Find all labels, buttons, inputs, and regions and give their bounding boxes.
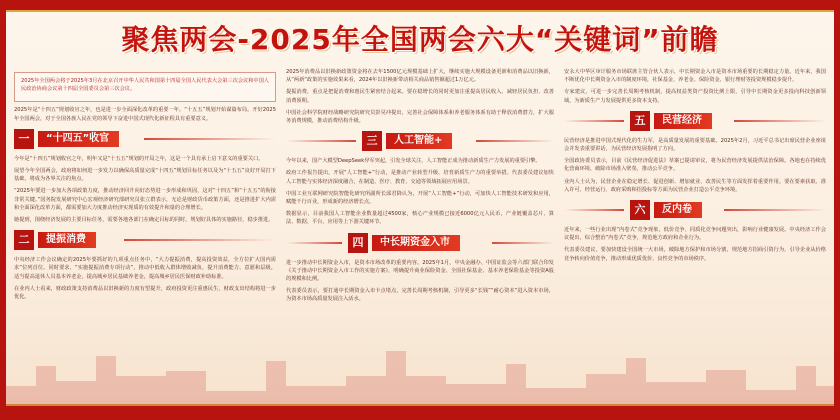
col2-paragraph-2: 提振消费，重点是把促消费和惠民生紧密结合起来。要在稳增长的同时更加注重提高居民收入、减轻居民负担、改善消费预期。	[286, 89, 554, 104]
col2-paragraph-6: 中国工业互联网研究院智能化研究所副所长邱君降认为，开展“人工智能+”行动，可加快人工智能技术研发和应用，赋能千行百业，形成新的经济增长点。	[286, 190, 554, 206]
section-4-number: 四	[348, 233, 368, 253]
section-4-rule-left	[286, 242, 342, 244]
intro-box	[14, 72, 276, 102]
section-4-label: 中长期资金入市	[372, 235, 460, 251]
section-6-rule-left	[564, 209, 624, 211]
page-title: 聚焦两会-2025年全国两会六大“关键词”前瞻	[121, 23, 719, 56]
column-middle	[286, 68, 554, 398]
section-3-number: 三	[362, 131, 382, 151]
section-5-rule-right	[734, 120, 826, 122]
col2-paragraph-5: 政府工作报告提出，开展“人工智能+”行动，是推动产业转型升级、培育新质生产力的重要举措。代表委员建议加快人工智能与实体经济深度融合，在制造、医疗、教育、交通等领域拓展应用场景。	[286, 170, 554, 185]
col3-paragraph-3: 民营经济是推进中国式现代化的生力军，是高质量发展的重要基础。2025年2月，习近平总书记出席民营企业座谈会并发表重要讲话，为民营经济发展指明了方向。	[564, 137, 826, 153]
frame-top	[0, 0, 840, 10]
section-3-rule-left	[286, 140, 356, 142]
col1-paragraph-2: 展望今年全国两会，政府将如何进一步发力以确保高质量完成“十四五”规划目标任务以及为“十五五”良好开局打下基础，将成为各界关注的焦点。	[14, 168, 276, 183]
section-6-label: 反内卷	[654, 202, 702, 218]
col3-paragraph-1: 安永大中华区审计服务市场联席主管合伙人表示，中长期资金入市是资本市场重要的长期稳定力量。近年来，我国不断优化中长期资金入市的制度环境，社保基金、养老金、保险资金、银行理财等投资规模稳步提升。	[564, 69, 826, 84]
section-1-rule	[144, 138, 276, 140]
section-6-number: 六	[630, 200, 650, 220]
frame-right	[834, 0, 840, 420]
section-3-head	[286, 131, 554, 151]
col3-paragraph-5: 业内人士认为，民营企业在稳定增长、促进创新、增加就业、改善民生等方面发挥着重要作用。要在要素获取、准入许可、经营运行、政府采购和招投标等方面为民营企业打造公平竞争环境。	[564, 178, 826, 193]
section-2-rule	[124, 239, 276, 241]
section-1-number: 一	[14, 129, 34, 149]
section-1-head	[14, 129, 276, 149]
section-2-label: 提振消费	[38, 232, 96, 248]
col2-paragraph-7: 数据显示，目前我国人工智能企业数量超过4500家，核心产业规模已接近6000亿元人民币，产业链覆盖芯片、算法、数据、平台、应用等上下游关键环节。	[286, 211, 554, 226]
section-5-rule-left	[564, 120, 624, 122]
col3-paragraph-2: 专家建议，可进一步完善长周期考核机制，提高权益类资产投资比例上限，引导中长期资金更多投向科技创新领域，为新质生产力发展提供更多资本支持。	[564, 89, 826, 104]
section-2-number: 二	[14, 230, 34, 250]
intro-highlight: 2025年全国两会将于2025年3月在北京召开中华人民共和国第十四届全国人民代表大会第三次会议和中国人民政治协商会议第十四届全国委员会第三次会议。	[21, 78, 269, 93]
frame-bottom	[0, 406, 840, 420]
section-4-head	[286, 233, 554, 253]
column-left	[14, 68, 276, 398]
col1-paragraph-1: 今年是“十四五”规划收官之年，明年又是“十五五”规划的开局之年，这是一个具有承上启下意义的重要关口。	[14, 155, 264, 162]
section-3-rule-right	[476, 140, 554, 142]
section-4-rule-right	[492, 242, 554, 244]
col1-paragraph-3: “2025年要进一步加大各项政策力度，推动经济回升向好态势进一步形成和巩固，这对“十四五”和“十五五”的衔接非常关键。”国务院发展研究中心宏观经济研究部研究员张立群表示，无论是财政货币政策方面，还是推进扩大内需和全面深化改革方面，都需要加大力度推动经济实现质的有效提升和量的合理增长。	[14, 188, 276, 211]
section-5-label: 民营经济	[654, 113, 712, 129]
col2-paragraph-1: 2025年消费品以旧换新政策资金将在去年1500亿元规模基础上扩大，继续实施大规模设备更新和消费品以旧换新，从“两新”政策的实施效果来看，2024年以旧换新带动相关商品销售额超过1万亿元。	[286, 69, 554, 84]
col3-paragraph-4: 全国政协委员表示，目前《民营经济促进法》草案已提请审议，将为民营经济发展提供法治保障。各地也在持续优化营商环境，破除市场准入壁垒，推动公平竞争。	[564, 158, 826, 173]
section-1-label: “十四五”收官	[38, 131, 119, 147]
col1-paragraph-6: 在业内人士看来，财政政策支持消费品以旧换新的力度有望提升，政府投资更注重惠民生，财政支出结构将进一步优化。	[14, 285, 276, 301]
col2-paragraph-3: 中国社会科学院财经战略研究院研究员彭昊冲提出，完善社会保障体系和养老服务体系有助于释放消费潜力，扩大服务消费规模，推动消费结构升级。	[286, 109, 554, 125]
section-6-head	[564, 200, 826, 220]
section-5-head	[564, 111, 826, 131]
intro-body: 2025年是“十四五”规划收官之年，也是进一步全面深化改革的重要一年。“十五五”规划开始谋篇布局。开好2025年全国两会，对于全国各族人民在党的领导下奋进中国式现代化新征程具有重要意义。	[14, 107, 276, 122]
col1-paragraph-5: 中央经济工作会议确定的2025年要抓好的九项重点任务中，“大力提振消费，提高投资效益，全方位扩大国内需求”位列首位。同时要求，“实施提振消费专项行动”，推动中低收入群体增收减负，提升消费能力、意愿和层级。适当提高退休人员基本养老金，提高城乡居民基础养老金，提高城乡居民医保财政补助标准。	[14, 257, 276, 280]
section-5-number: 五	[630, 111, 650, 131]
col2-paragraph-9: 代表委员表示，要打通中长期资金入市卡点堵点，完善长周期考核机制，引导更多“长钱”“耐心资本”进入资本市场，为资本市场高质量发展注入活水。	[286, 288, 554, 303]
column-right	[564, 68, 826, 398]
col2-paragraph-8: 进一步推动中长期资金入市，是资本市场改革的重要内容。2025年1月，中央金融办、中国证监会等六部门联合印发《关于推动中长期资金入市工作的实施方案》，明确提升商业保险资金、全国社保基金、基本养老保险基金等投资A股的规模和比例。	[286, 259, 554, 283]
col3-paragraph-7: 代表委员建议，要加快建设全国统一大市场，破除地方保护和市场分割，规范地方招商引资行为，引导企业从价格竞争转向价值竞争，推动形成优质优价、良性竞争的市场秩序。	[564, 247, 826, 262]
gold-line-top	[6, 10, 834, 12]
col3-paragraph-6: 近年来，一些行业出现“内卷式”竞争现象，低价竞争、同质化竞争问题突出，影响行业健康发展。中央经济工作会议提出，综合整治“内卷式”竞争，规范地方政府和企业行为。	[564, 227, 826, 242]
col2-paragraph-4: 今年以来，国产大模型DeepSeek异军突起，引发全球关注，人工智能正成为推动新质生产力发展的重要引擎。	[286, 158, 541, 165]
section-3-label: 人工智能+	[386, 133, 452, 149]
section-2-head	[14, 230, 276, 250]
section-6-rule-right	[724, 209, 826, 211]
col1-paragraph-4: 她提到，围绕经济发展的主要目标任务，需要各地各部门在确定目标的同时，规划好具体的实施路径，稳步推进。	[14, 217, 274, 224]
